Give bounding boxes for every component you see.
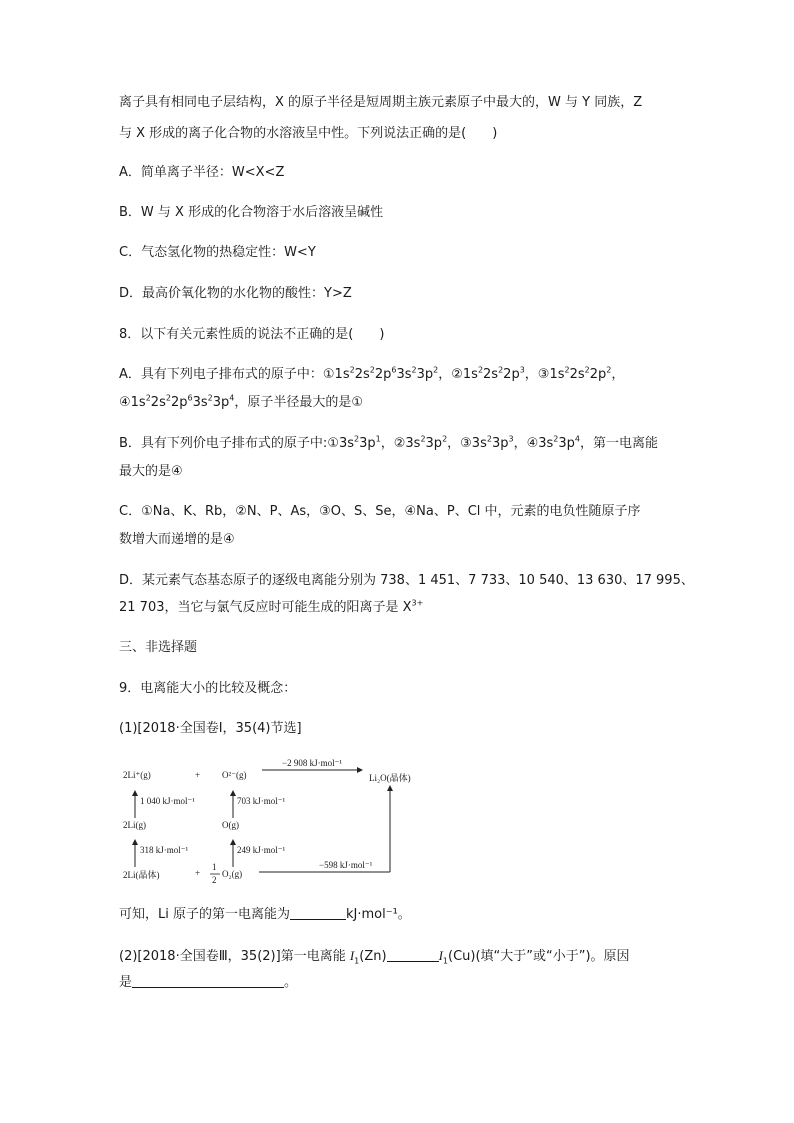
fraction-numerator: 1: [212, 862, 217, 872]
electron-affinity-label: 703 kJ·mol⁻¹: [237, 796, 286, 806]
i1-zn: I: [349, 948, 355, 963]
q8-option-a-prefix: A．具有下列电子排布式的原子中：: [119, 367, 323, 382]
q9-sub2-line2-prefix: 是: [119, 975, 133, 990]
q9-sub2-mid: (填“大于”或“小于”)。原因: [475, 949, 630, 964]
q9-sub2-line-2: [119, 973, 297, 993]
q7-option-a: A．简单离子半径：W<X<Z: [119, 165, 285, 180]
q8-option-b-configs: $①3s^23p^1$，$②3s^23p^2$，$③3s^23p^3$，$④3s^23p^4$: [327, 434, 580, 451]
q8-option-b-line-2: 最大的是④: [119, 464, 183, 479]
q8-option-c-line-1: C．①Na、K、Rb，②N、P、As，③O、S、Se，④Na、P、Cl 中，元素的电负性随原子序: [119, 504, 641, 519]
q8-option-a-configs: $①1s^22s^22p^63s^23p^2$，$②1s^22s^22p^3$，$③1s^22s^22p^2$，: [322, 365, 625, 382]
li-gas: 2Li(g): [123, 820, 146, 830]
li2o-crystal: Li₂O(晶体): [369, 773, 411, 783]
q8-option-d-line-1: D．某元素气态基态原子的逐级电离能分别为 738、1 451、7 733、10 540、13 630、17 995、: [119, 573, 694, 588]
plus-sign-bottom: +: [195, 868, 201, 878]
q8-option-d-charge: 3+: [411, 598, 424, 608]
fraction-denominator: 2: [212, 875, 217, 885]
q8-option-a-line-1: [119, 365, 624, 385]
formation-enthalpy-label: −598 kJ·mol⁻¹: [319, 860, 373, 870]
q7-stem-line-2: 与 X 形成的离子化合物的水溶液呈中性。下列说法正确的是( ): [119, 126, 498, 141]
plus-sign-top: +: [195, 770, 201, 780]
q8-option-b-suffix: ，第一电离能: [580, 436, 659, 451]
q9-sub1-question: [119, 905, 411, 925]
q9-sub2-prefix: (2)[2018·全国卷Ⅲ，35(2)]第一电离能: [119, 949, 350, 964]
sublimation-energy-label: 318 kJ·mol⁻¹: [140, 845, 189, 855]
o-gas: O(g): [222, 820, 239, 830]
q9-stem: 9．电离能大小的比较及概念：: [119, 681, 297, 696]
born-haber-cycle-diagram: [119, 756, 419, 891]
q7-option-d: D．最高价氧化物的水化物的酸性：Y>Z: [119, 286, 352, 301]
section-3-heading: 三、非选择题: [119, 640, 198, 655]
q7-option-b: B．W 与 X 形成的化合物溶于水后溶液呈碱性: [119, 205, 384, 220]
q9-sub2-question: (2)[2018·全国卷Ⅲ，35(2)]第一电离能 $I_1(Zn)$ $I_1(Cu)$(填“大于”或“小于”)。原因: [119, 948, 630, 966]
ionization-energy-label: 1 040 kJ·mol⁻¹: [140, 796, 195, 806]
q8-option-b-prefix: B．具有下列价电子排布式的原子中:: [119, 436, 328, 451]
oxide-ion-gas: O²⁻(g): [222, 770, 247, 780]
answer-blank-2[interactable]: [387, 947, 439, 962]
li-crystal: 2Li(晶体): [123, 870, 160, 880]
q8-option-b-line-1: [119, 434, 658, 454]
q9-sub2-line2-suffix: 。: [284, 975, 298, 990]
q8-option-a-suffix: ，原子半径最大的是①: [234, 395, 363, 410]
q7-stem-line-1: 离子具有相同电子层结构，X 的原子半径是短周期主族元素原子中最大的，W 与 Y 同族，Z: [119, 95, 643, 110]
q9-sub1-suffix: kJ·mol⁻¹。: [346, 907, 411, 922]
o2-gas: O₂(g): [222, 869, 243, 879]
i1-cu: I: [438, 948, 443, 963]
q9-sub1-prefix: 可知，Li 原子的第一电离能为: [119, 907, 290, 922]
li-ion-gas: 2Li⁺(g): [123, 770, 151, 780]
q8-option-a-config-4: $④1s^22s^22p^63s^23p^4$: [119, 393, 235, 410]
q9-sub1-label: (1)[2018·全国卷Ⅰ，35(4)节选]: [119, 721, 302, 736]
answer-blank-3[interactable]: [132, 973, 284, 988]
q8-option-a-line-2: [119, 393, 363, 413]
answer-blank-1[interactable]: [290, 905, 346, 920]
q8-option-d-prefix: 21 703，当它与氯气反应时可能生成的阳离子是 X: [119, 600, 412, 615]
q8-option-c-line-2: 数增大而递增的是④: [119, 532, 235, 547]
q8-stem: 8．以下有关元素性质的说法不正确的是( ): [119, 327, 385, 342]
q7-option-c: C．气态氢化物的热稳定性：W<Y: [119, 245, 316, 260]
q8-option-d-line-2: [119, 598, 423, 618]
lattice-energy-label: −2 908 kJ·mol⁻¹: [282, 758, 343, 768]
dissociation-energy-label: 249 kJ·mol⁻¹: [237, 845, 286, 855]
